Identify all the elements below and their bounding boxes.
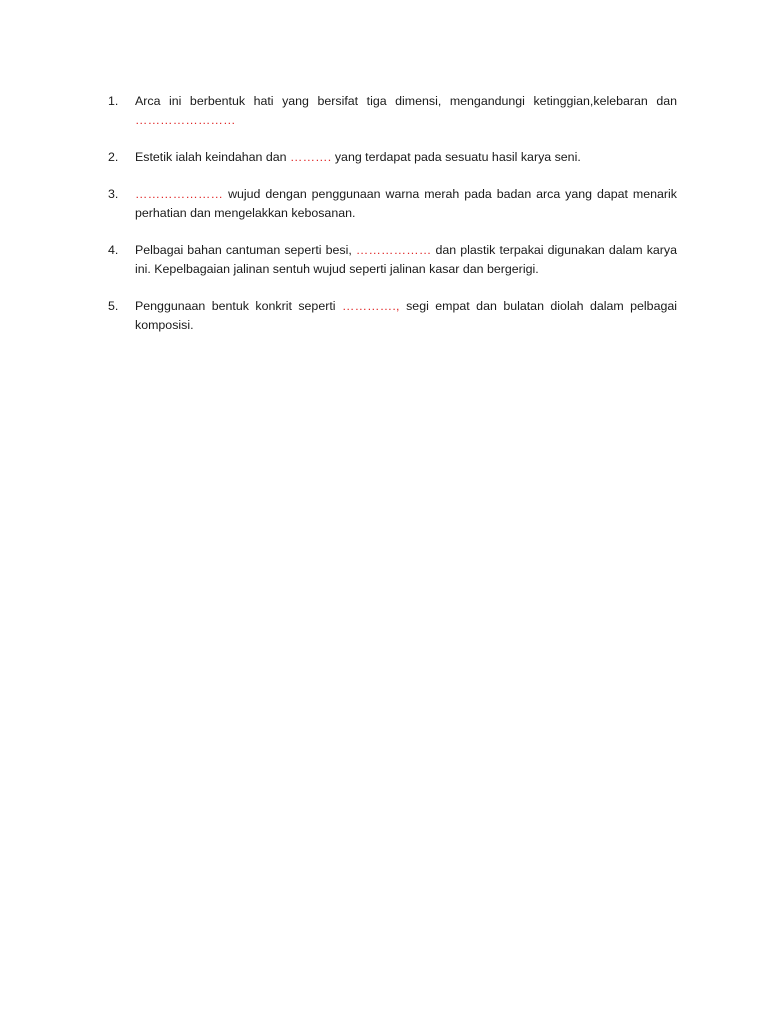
question-number: 4.: [108, 243, 119, 257]
question-text-after: dan plastik terpakai digunakan dalam karya ini. Kepelbagaian jalinan sentuh wujud seperti jalinan kasar dan bergerigi.: [135, 243, 678, 276]
question-text: [135, 92, 677, 130]
answer-blank: ……………………: [135, 113, 236, 127]
question-text-after: wujud dengan penggunaan warna merah pada badan arca yang dapat menarik perhatian dan mengelakkan kebosanan.: [135, 187, 677, 220]
question-number: 5.: [108, 299, 119, 313]
question-item-1: [108, 92, 677, 130]
answer-blank: …………………: [135, 187, 224, 201]
question-item-4: [108, 241, 677, 279]
answer-blank: ………….,: [342, 299, 400, 313]
question-text: [135, 241, 677, 279]
question-number: 2.: [108, 150, 119, 164]
question-item-2: [108, 148, 677, 167]
question-text: [135, 297, 677, 335]
question-number: 3.: [108, 187, 119, 201]
question-text: [135, 185, 677, 223]
question-item-3: [108, 185, 677, 223]
question-text: [135, 148, 677, 167]
answer-blank: ……….: [290, 150, 332, 164]
question-text-before: Estetik ialah keindahan dan: [135, 150, 290, 164]
question-item-5: [108, 297, 677, 335]
question-text-after: segi empat dan bulatan diolah dalam pelbagai komposisi.: [135, 299, 677, 332]
question-text-before: Penggunaan bentuk konkrit seperti: [135, 299, 342, 313]
question-list: [108, 92, 677, 353]
question-number: 1.: [108, 94, 119, 108]
question-text-before: Arca ini berbentuk hati yang bersifat tiga dimensi, mengandungi ketinggian,kelebaran dan: [135, 94, 677, 108]
answer-blank: ………………: [355, 243, 432, 257]
question-text-before: Pelbagai bahan cantuman seperti besi,: [135, 243, 356, 257]
question-text-after: yang terdapat pada sesuatu hasil karya seni.: [331, 150, 581, 164]
